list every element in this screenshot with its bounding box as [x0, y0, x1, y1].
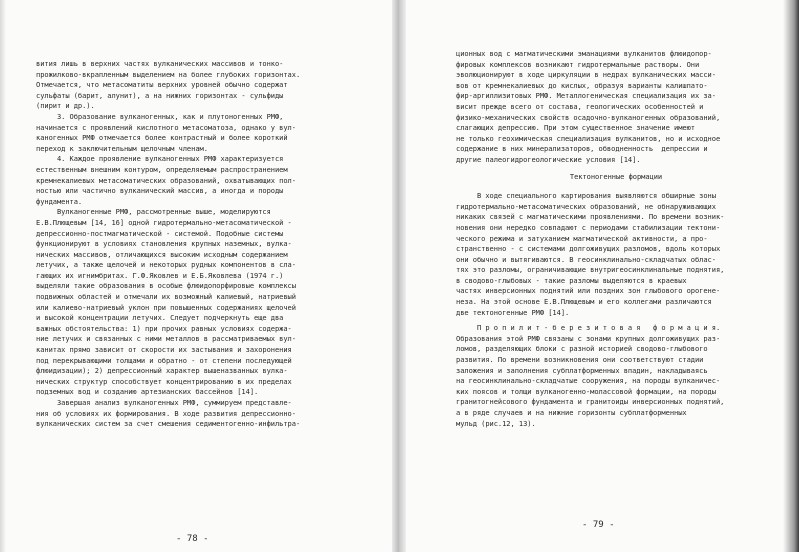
text-line: 3. Образование вулканогенных, как и плутоногенных РМФ, — [36, 111, 284, 121]
text-line: ния об условиях их формирования. В ходе развития депрессионно- — [36, 408, 296, 418]
text-line: подземных вод и созданию артезианских бассейнов [14]. — [36, 387, 259, 397]
right-page-text — [456, 49, 776, 429]
right-page-paragraph-middle — [456, 191, 776, 318]
text-line: сульфаты (барит, алунит), а на нижних горизонтах - сульфиды — [36, 90, 284, 100]
text-line: заложения и заполнения субплатформенных впадин, накладываясь — [456, 365, 708, 375]
text-line: тях это разломы, ограничивающие внутригеосинклинальные поднятия, — [456, 265, 725, 275]
text-line: гранитогнейсового фундамента и гранитоиды инверсионных поднятий, — [456, 397, 725, 407]
text-line: ких поясов и толщи вулканогенно-молассовой формации, на породы — [456, 386, 716, 396]
text-line: фировых комплексов возникают гидротермальные растворы. Они — [456, 59, 700, 69]
text-line: кремнекалиевых метасоматических образований, охватывающих пол- — [36, 175, 296, 185]
right-page-paragraph-bottom — [456, 323, 776, 429]
left-page-text — [36, 59, 372, 430]
text-line: 4. Каждое проявление вулканогенных РМФ характеризуется — [36, 154, 284, 164]
text-line: важных обстоятельства: 1) при прочих равных условиях содержа- — [36, 323, 292, 333]
text-line: ностью или частично вулканический массив, а иногда и породы — [36, 186, 284, 196]
text-line: развития. По времени возникновения они соответствуют стадии — [456, 355, 704, 365]
text-line: нических массивов, отличающихся высоким исходным содержанием — [36, 249, 288, 259]
text-line: слагающих депрессию. При этом существенное значение имеют — [456, 123, 695, 133]
text-line: Отмечается, что метасоматиты верхних уровней обычно содержат — [36, 80, 288, 90]
text-line: ломов, разделяющих блоки с разной историей сводово-глыбового — [456, 344, 708, 354]
right-page — [406, 0, 799, 552]
right-page-edge — [783, 0, 799, 552]
text-line: Образования этой РМФ связаны с зонами крупных долгоживущих раз- — [456, 333, 721, 343]
text-line: под перекрывающими толщами и обратно - от степени последующей — [36, 355, 292, 365]
text-line: вития лишь в верхних частях вулканических массивов и тонко- — [36, 59, 284, 68]
text-line: (пирит и др.). — [36, 101, 95, 111]
text-line: гидротермально-метасоматических образований, не обнаруживающих — [456, 201, 716, 211]
text-line: новения они нередко совпадают с периодами стабилизации тектони- — [456, 222, 721, 232]
text-line: летучих, а также щелочей и некоторых рудных компонентов в сла- — [36, 260, 296, 270]
text-line: естественным внешним контуром, определяемым распространением — [36, 164, 288, 174]
text-line: висит прежде всего от состава, геологических особенностей и — [456, 101, 704, 111]
text-line: нических структур способствует концентрированию в их пределах — [36, 376, 292, 386]
text-line: вулканических систем за счет смешения седиментогенно-инфильтра- — [36, 419, 301, 429]
section-heading: Тектоногенные формации — [569, 171, 663, 181]
text-line: фир-аргиллизитовых РМФ. Металлогеническая специализация их за- — [456, 91, 716, 101]
text-line: странственно - с системами долгоживущих разломов, вдоль которых — [456, 244, 721, 254]
left-page — [0, 0, 392, 552]
text-line: или калиево-натриевый уклон при повышенных содержаниях щелочей — [36, 302, 296, 312]
text-line: на геосинклинально-складчатые сооружения, на породы вулканичес- — [456, 376, 721, 386]
text-line: никаких связей с магматическими проявлениями. По времени возник- — [456, 212, 725, 222]
text-line: в сводово-глыбовых - такие разломы выделяются в краевых — [456, 275, 687, 285]
right-page-paragraph-top — [456, 49, 776, 166]
text-line: В ходе специального картирования выявляются обширные зоны — [456, 191, 716, 201]
text-line: подвижных областей и отмечали их возможный калиевый, натриевый — [36, 292, 296, 302]
text-line: канитах прямо зависит от скорости их застывания и захоронения — [36, 345, 292, 355]
text-line: неза. На этой основе Е.В.Плющевым и его коллегами различаются — [456, 297, 712, 307]
book-gutter — [392, 0, 406, 552]
text-line: флюидизации); 2) депрессионный характер вышеназванных вулка- — [36, 366, 288, 376]
left-page-edge — [0, 0, 6, 552]
text-line: депрессионно-постмагматической - системой. Подобные системы — [36, 228, 284, 238]
text-line: они обычно и вытягиваются. В геосинклинально-складчатых облас- — [456, 254, 716, 264]
text-line: вов от кремнекалиевых до кислых, образуя варианты калишпато- — [456, 80, 708, 90]
text-line: ческого режима и затуханием магматической активности, а про- — [456, 233, 708, 243]
text-line: и высокой концентрации летучих. Следует подчеркнуть еще два — [36, 313, 284, 323]
text-line: мульд (рис.12, 13). — [456, 418, 536, 428]
left-page-number: - 78 - — [176, 534, 209, 544]
text-line: Вулканогенные РМФ, рассмотренные выше, моделируются — [36, 207, 271, 217]
text-line: две тектоногенные РМФ [14]. — [456, 307, 570, 317]
text-line: не только геохимическая специализация вулканитов, но и исходное — [456, 133, 721, 143]
text-line: каногенных РМФ отмечается более контрастный и более короткий — [36, 133, 288, 143]
text-line: выделяли такие образования в особые флюидопорфировые комплексы — [36, 281, 296, 291]
text-line: содержание в них минерализаторов, обводненность депрессии и — [456, 144, 708, 154]
text-line: физико-механических свойств осадочно-вулканогенных образований, — [456, 112, 721, 122]
text-line: начинается с проявлений кислотного метасоматоза, однако у вул- — [36, 122, 296, 132]
text-line: Е.В.Плющевым [14, 16] одной гидротермально-метасоматической - — [36, 217, 292, 227]
right-page-number: - 79 - — [582, 520, 615, 530]
text-line: другие палеогидрогеологические условия [14]. — [456, 154, 641, 164]
text-line: фундамента. — [36, 196, 83, 206]
text-line: переход к заключительным щелочным членам. — [36, 143, 208, 153]
text-line: Завершая анализ вулканогенных РМФ, суммируем представле- — [36, 398, 292, 407]
text-line: гающих их игнимбритах. Г.Ф.Яковлев и Е.Б.Яковлева (1974 г.) — [36, 270, 284, 280]
text-line: прожилково-вкрапленным выделением на более глубоких горизонтах. — [36, 69, 301, 79]
text-line: П р о п и л и т - б е р е з и т о в а я ф о р м а ц и я. — [456, 323, 721, 333]
text-line: функционируют в условиях становления крупных наземных, вулка- — [36, 239, 292, 249]
text-line: а в ряде случаев и на нижние горизонты субплатформенных — [456, 408, 687, 417]
text-line: эволюционируют в ходе циркуляции в недрах вулканических масси- — [456, 70, 716, 80]
text-line: частях инверсионных поднятий или поздних зон глыбового орогене- — [456, 286, 721, 296]
text-line: ние летучих и связанных с ними металлов в рассматриваемых вул- — [36, 334, 296, 344]
text-line: ционных вод с магматическими эманациями вулканитов флюидопор- — [456, 49, 712, 58]
